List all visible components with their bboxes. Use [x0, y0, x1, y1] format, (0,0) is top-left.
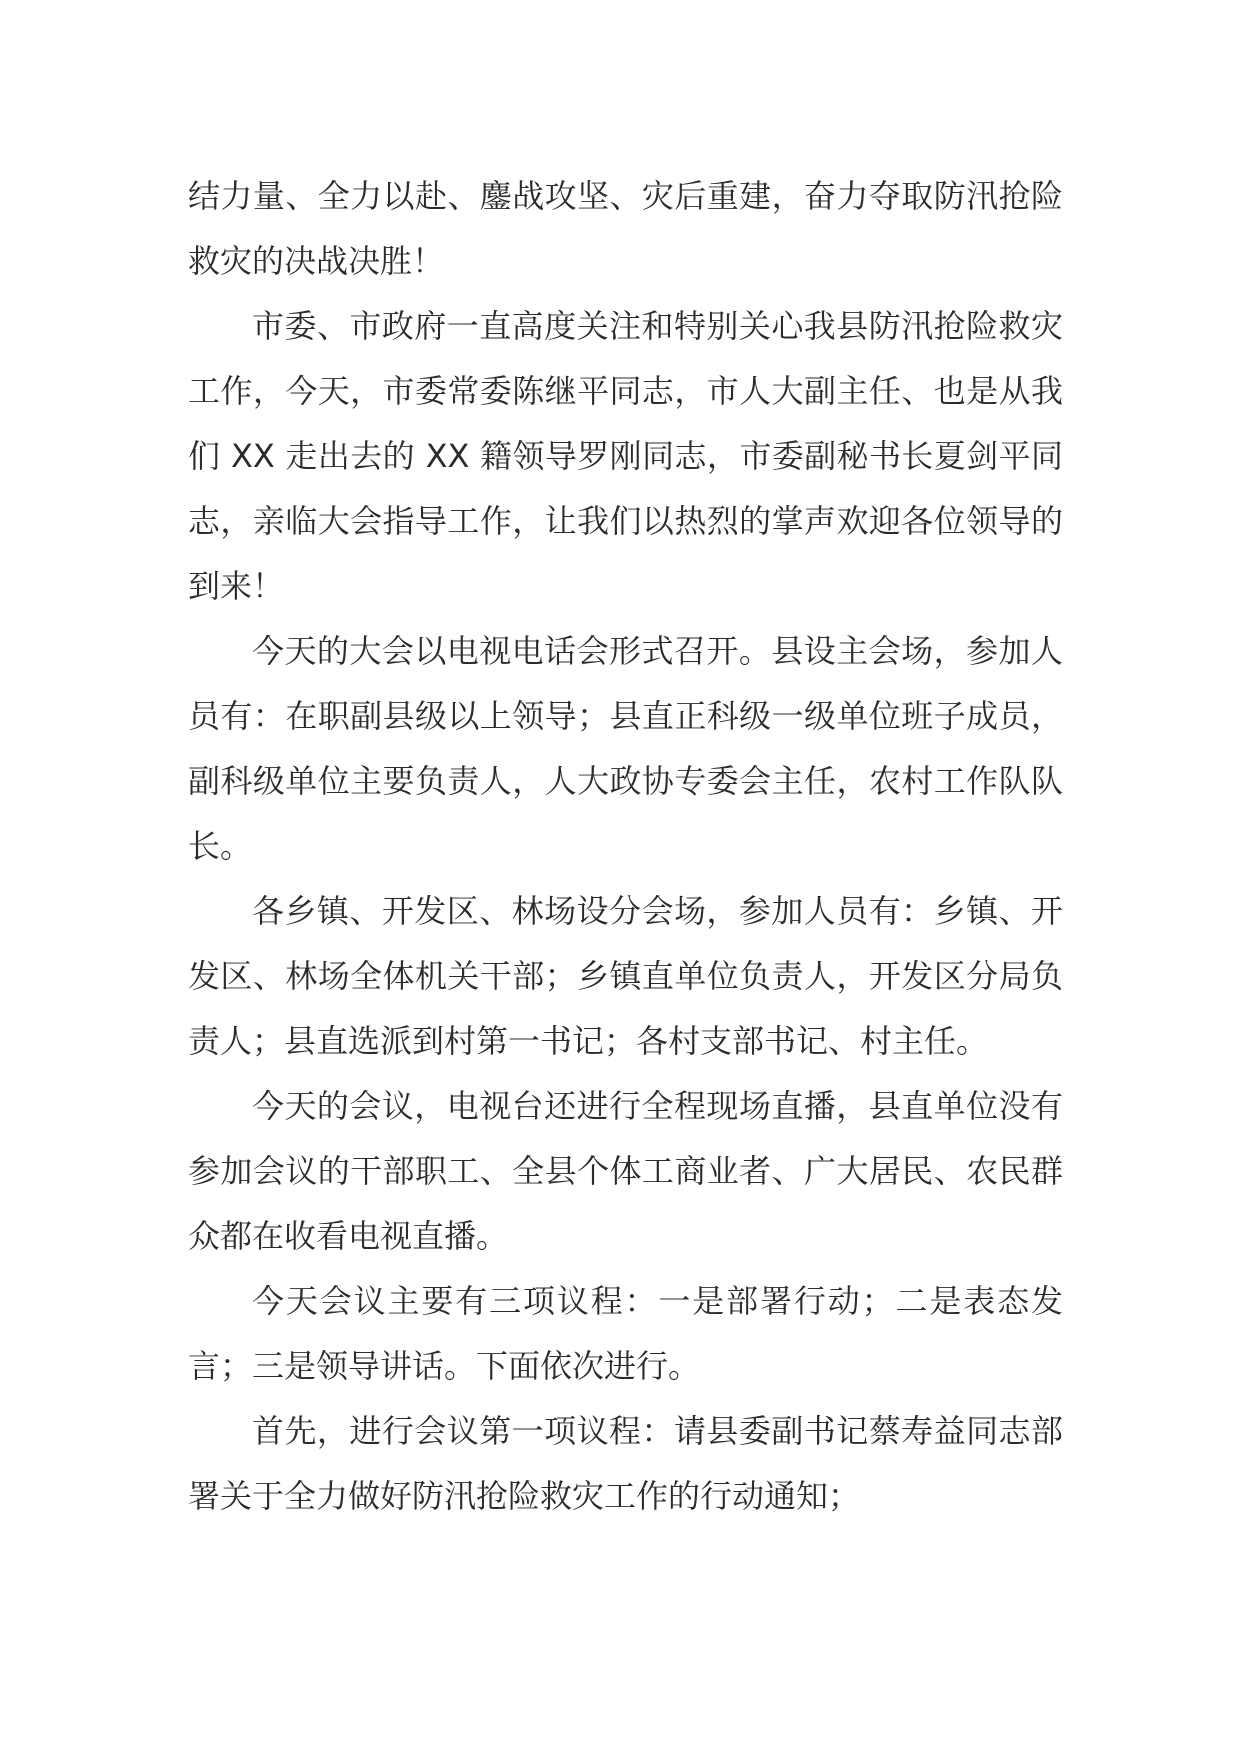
paragraph-first-item: 首先，进行会议第一项议程：请县委副书记蔡寿益同志部署关于全力做好防汛抢险救灾工作的行动通知； — [188, 1412, 1063, 1515]
paragraph-branch-venues: 各乡镇、开发区、林场设分会场，参加人员有：乡镇、开发区、林场全体机关干部；乡镇直单位负责人，开发区分局负责人；县直选派到村第一书记；各村支部书记、村主任。 — [188, 892, 1063, 1060]
paragraph-leaders-welcome: 市委、市政府一直高度关注和特别关心我县防汛抢险救灾工作，今天，市委常委陈继平同志，市人大副主任、也是从我们 XX 走出去的 XX 籍领导罗刚同志，市委副秘书长夏剑平同志，亲临大会指导工作，让我们以热烈的掌声欢迎各位领导的到来！ — [188, 307, 1063, 605]
paragraph-live-broadcast: 今天的会议，电视台还进行全程现场直播，县直单位没有参加会议的干部职工、全县个体工商业者、广大居民、农民群众都在收看电视直播。 — [188, 1087, 1063, 1255]
document-body — [188, 164, 1063, 1529]
paragraph-main-venue: 今天的大会以电视电话会形式召开。县设主会场，参加人员有：在职副县级以上领导；县直正科级一级单位班子成员，副科级单位主要负责人，人大政协专委会主任，农村工作队队长。 — [188, 632, 1063, 865]
paragraph-continuation: 结力量、全力以赴、鏖战攻坚、灾后重建，奋力夺取防汛抢险救灾的决战决胜！ — [188, 177, 1063, 280]
paragraph-agenda: 今天会议主要有三项议程：一是部署行动；二是表态发言；三是领导讲话。下面依次进行。 — [188, 1282, 1063, 1385]
